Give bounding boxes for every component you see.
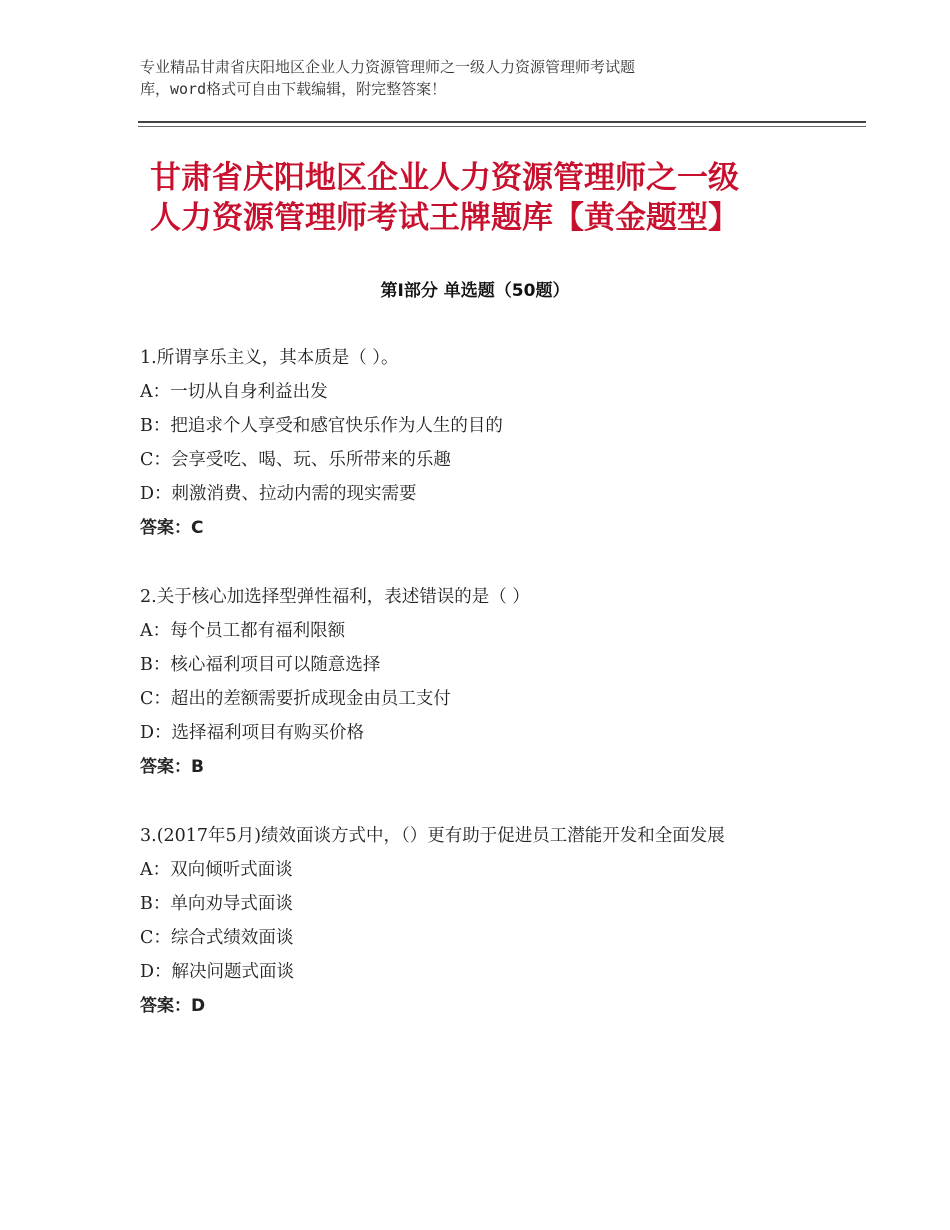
answer: 答案：B: [140, 757, 204, 777]
option-b: B：把追求个人享受和感官快乐作为人生的目的: [140, 416, 503, 436]
title-line-2: 人力资源管理师考试王牌题库【黄金题型】: [150, 200, 739, 236]
header-divider-thick: [138, 121, 866, 123]
question-text: 3.(2017年5月)绩效面谈方式中，（）更有助于促进员工潜能开发和全面发展: [140, 826, 725, 846]
option-d: D：解决问题式面谈: [140, 962, 295, 982]
section-heading: 第Ⅰ部分 单选题（50题）: [380, 281, 570, 301]
document-header: [140, 56, 780, 100]
option-c: C：超出的差额需要折成现金由员工支付: [140, 689, 451, 709]
question-text: 1.所谓享乐主义，其本质是（ ）。: [140, 348, 399, 368]
question-3: [140, 819, 820, 1023]
header-divider-thin: [138, 126, 866, 127]
header-line-1: 专业精品甘肃省庆阳地区企业人力资源管理师之一级人力资源管理师考试题: [140, 58, 636, 76]
option-c: C：综合式绩效面谈: [140, 928, 294, 948]
title-line-1: 甘肃省庆阳地区企业人力资源管理师之一级: [150, 160, 739, 196]
option-b: B：核心福利项目可以随意选择: [140, 655, 381, 675]
answer: 答案：C: [140, 518, 204, 538]
option-d: D：刺激消费、拉动内需的现实需要: [140, 484, 417, 504]
option-a: A：每个员工都有福利限额: [140, 621, 346, 641]
option-c: C：会享受吃、喝、玩、乐所带来的乐趣: [140, 450, 451, 470]
answer: 答案：D: [140, 996, 206, 1016]
option-b: B：单向劝导式面谈: [140, 894, 293, 914]
question-1: [140, 341, 820, 545]
header-line-2: 库，word格式可自由下载编辑，附完整答案！: [140, 80, 447, 98]
document-title: [150, 158, 830, 238]
option-d: D：选择福利项目有购买价格: [140, 723, 365, 743]
option-a: A：双向倾听式面谈: [140, 860, 293, 880]
question-text: 2.关于核心加选择型弹性福利，表述错误的是（ ）: [140, 587, 530, 607]
question-2: [140, 580, 820, 784]
option-a: A：一切从自身利益出发: [140, 382, 328, 402]
